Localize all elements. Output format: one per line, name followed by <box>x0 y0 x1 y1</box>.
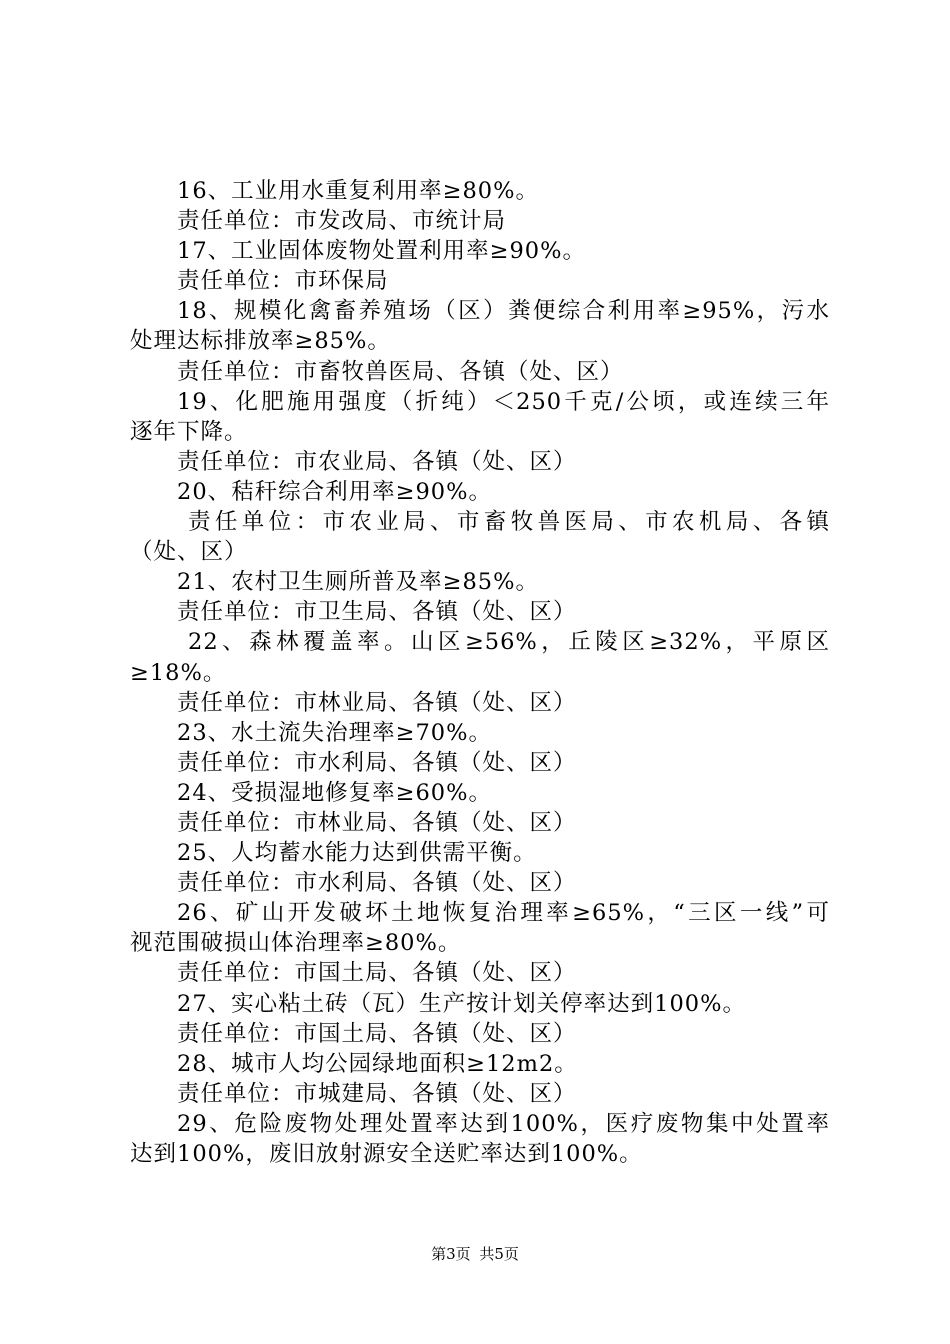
item-18-title-cont: 处理达标排放率≥85%。 <box>130 328 391 355</box>
page-footer <box>0 1243 950 1264</box>
item-28-responsible: 责任单位：市城建局、各镇（处、区） <box>177 1080 577 1107</box>
item-27-title: 27、实心粘土砖（瓦）生产按计划关停率达到100%。 <box>177 990 746 1017</box>
item-29-title-cont: 达到100%，废旧放射源安全送贮率达到100%。 <box>130 1141 643 1167</box>
item-17-title: 17、工业固体废物处置利用率≥90%。 <box>177 238 586 265</box>
item-16-title: 16、工业用水重复利用率≥80%。 <box>177 178 539 204</box>
item-18-responsible: 责任单位：市畜牧兽医局、各镇（处、区） <box>177 358 624 385</box>
item-16-responsible: 责任单位：市发改局、市统计局 <box>177 208 507 235</box>
item-20-responsible: 责任单位：市农业局、市畜牧兽医局、市农机局、各镇 <box>188 509 830 536</box>
item-17-responsible: 责任单位：市环保局 <box>177 268 389 295</box>
item-23-title: 23、水土流失治理率≥70%。 <box>177 719 492 746</box>
item-24-title: 24、受损湿地修复率≥60%。 <box>177 779 492 806</box>
item-27-responsible: 责任单位：市国土局、各镇（处、区） <box>177 1020 577 1047</box>
item-21-responsible: 责任单位：市卫生局、各镇（处、区） <box>177 599 577 626</box>
item-18-title: 18、规模化禽畜养殖场（区）粪便综合利用率≥95%，污水 <box>177 298 830 325</box>
item-28-title: 28、城市人均公园绿地面积≥12m2。 <box>177 1050 578 1077</box>
item-19-title: 19、化肥施用强度（折纯）＜250千克/公顷，或连续三年 <box>177 388 830 415</box>
item-25-responsible: 责任单位：市水利局、各镇（处、区） <box>177 870 577 897</box>
item-26-responsible: 责任单位：市国土局、各镇（处、区） <box>177 960 577 987</box>
item-22-title: 22、森林覆盖率。山区≥56%，丘陵区≥32%，平原区 <box>188 629 830 656</box>
page-number: 第3页 <box>431 1245 471 1263</box>
item-26-title-cont: 视范围破损山体治理率≥80%。 <box>130 930 462 957</box>
item-25-title: 25、人均蓄水能力达到供需平衡。 <box>177 840 537 867</box>
item-22-responsible: 责任单位：市林业局、各镇（处、区） <box>177 689 577 716</box>
document-body <box>130 176 830 1169</box>
item-19-title-cont: 逐年下降。 <box>130 418 248 445</box>
item-23-responsible: 责任单位：市水利局、各镇（处、区） <box>177 749 577 776</box>
item-22-title-cont: ≥18%。 <box>130 659 227 686</box>
item-24-responsible: 责任单位：市林业局、各镇（处、区） <box>177 809 577 836</box>
total-pages: 共5页 <box>479 1245 519 1263</box>
item-19-responsible: 责任单位：市农业局、各镇（处、区） <box>177 448 577 475</box>
item-26-title: 26、矿山开发破坏土地恢复治理率≥65%，“三区一线”可 <box>177 900 830 927</box>
item-21-title: 21、农村卫生厕所普及率≥85%。 <box>177 569 539 596</box>
item-20-responsible-cont: （处、区） <box>130 539 248 566</box>
item-20-title: 20、秸秆综合利用率≥90%。 <box>177 478 492 505</box>
item-29-title: 29、危险废物处理处置率达到100%，医疗废物集中处置率 <box>177 1110 830 1137</box>
